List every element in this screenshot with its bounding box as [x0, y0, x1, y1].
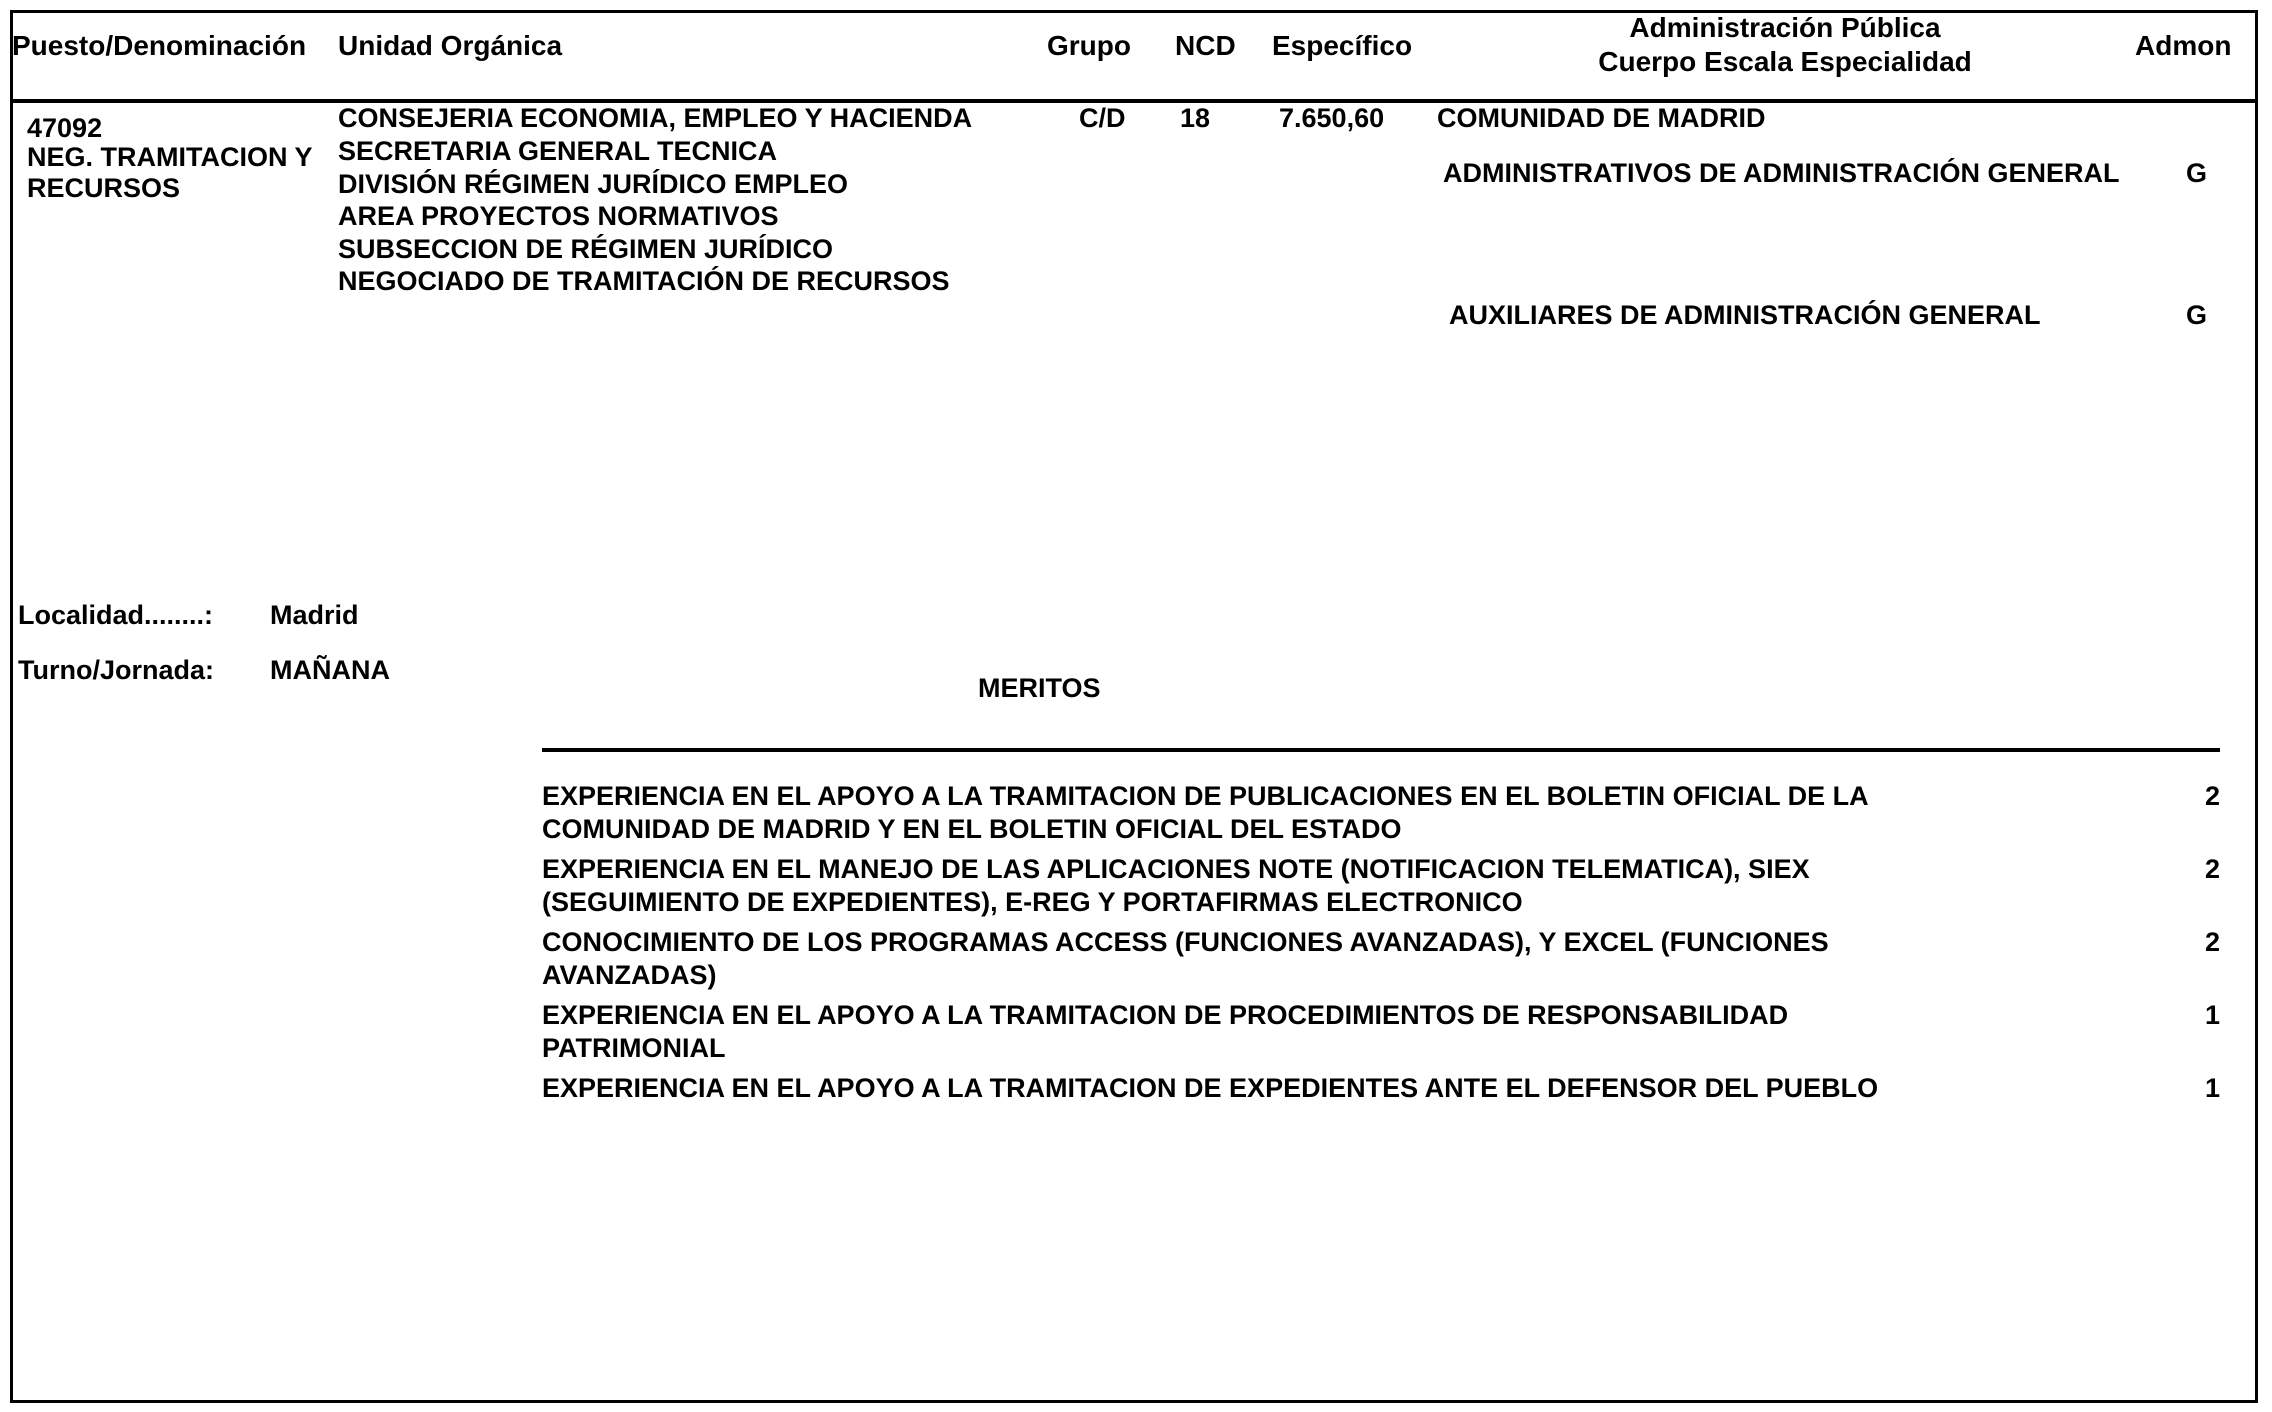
cuerpo-name: ADMINISTRATIVOS DE ADMINISTRACIÓN GENERAL [1443, 158, 2120, 188]
turno-value: MAÑANA [270, 655, 390, 685]
merito-text: EXPERIENCIA EN EL APOYO A LA TRAMITACION DE EXPEDIENTES ANTE EL DEFENSOR DEL PUEBLO [542, 1073, 1879, 1103]
unidad-line: SUBSECCION DE RÉGIMEN JURÍDICO [338, 234, 834, 264]
turno-label: Turno/Jornada: [18, 655, 215, 685]
merito-text: CONOCIMIENTO DE LOS PROGRAMAS ACCESS (FUNCIONES AVANZADAS), Y EXCEL (FUNCIONES AVANZADAS) [542, 927, 1829, 990]
unidad-line: SECRETARIA GENERAL TECNICA [338, 136, 778, 166]
grupo-value: C/D [1079, 103, 1126, 133]
especifico-value: 7.650,60 [1279, 103, 1385, 133]
header-especifico: Específico [1272, 30, 1413, 61]
header-cuerpo-escala: Cuerpo Escala Especialidad [1598, 46, 1972, 77]
header-puesto: Puesto/Denominación [12, 30, 307, 61]
meritos-divider [542, 748, 2220, 752]
unidad-line: AREA PROYECTOS NORMATIVOS [338, 201, 779, 231]
cuerpo-admon: G [2186, 158, 2208, 188]
header-unidad: Unidad Orgánica [338, 30, 563, 61]
ncd-value: 18 [1180, 103, 1211, 133]
merito-text: EXPERIENCIA EN EL APOYO A LA TRAMITACION DE PUBLICACIONES EN EL BOLETIN OFICIAL DE LA COMUNIDAD DE MADRID Y EN EL BOLETIN OFICIAL DEL ESTADO [542, 781, 1868, 844]
merito-score: 2 [2204, 927, 2220, 957]
cuerpo-name: AUXILIARES DE ADMINISTRACIÓN GENERAL [1449, 300, 2041, 330]
merito-score: 1 [2204, 1073, 2220, 1103]
meritos-title: MERITOS [978, 673, 1101, 703]
cuerpo-admon: G [2186, 300, 2208, 330]
unidad-line: NEGOCIADO DE TRAMITACIÓN DE RECURSOS [338, 266, 950, 296]
merito-text: EXPERIENCIA EN EL MANEJO DE LAS APLICACIONES NOTE (NOTIFICACION TELEMATICA), SIEX (SEGUIMIENTO DE EXPEDIENTES), E-REG Y PORTAFIRMAS ELECTRONICO [542, 854, 1810, 917]
header-administracion: Administración Pública [1629, 12, 1941, 43]
header-admon: Admon [2135, 30, 2232, 61]
unidad-line: CONSEJERIA ECONOMIA, EMPLEO Y HACIENDA [338, 103, 973, 133]
header-ncd: NCD [1175, 30, 1236, 61]
administracion-entity: COMUNIDAD DE MADRID [1437, 103, 1766, 133]
localidad-label: Localidad........: [18, 600, 214, 630]
merito-text: EXPERIENCIA EN EL APOYO A LA TRAMITACION DE PROCEDIMIENTOS DE RESPONSABILIDAD PATRIMONIAL [542, 1000, 1789, 1063]
merito-score: 2 [2204, 781, 2220, 811]
merito-score: 2 [2204, 854, 2220, 884]
header-grupo: Grupo [1047, 30, 1131, 61]
puesto-name-line2: RECURSOS [27, 173, 181, 203]
localidad-value: Madrid [270, 600, 359, 630]
puesto-name-line1: NEG. TRAMITACION Y [27, 142, 313, 172]
unidad-line: DIVISIÓN RÉGIMEN JURÍDICO EMPLEO [338, 169, 849, 199]
puesto-code: 47092 [27, 113, 103, 143]
merito-score: 1 [2204, 1000, 2220, 1030]
